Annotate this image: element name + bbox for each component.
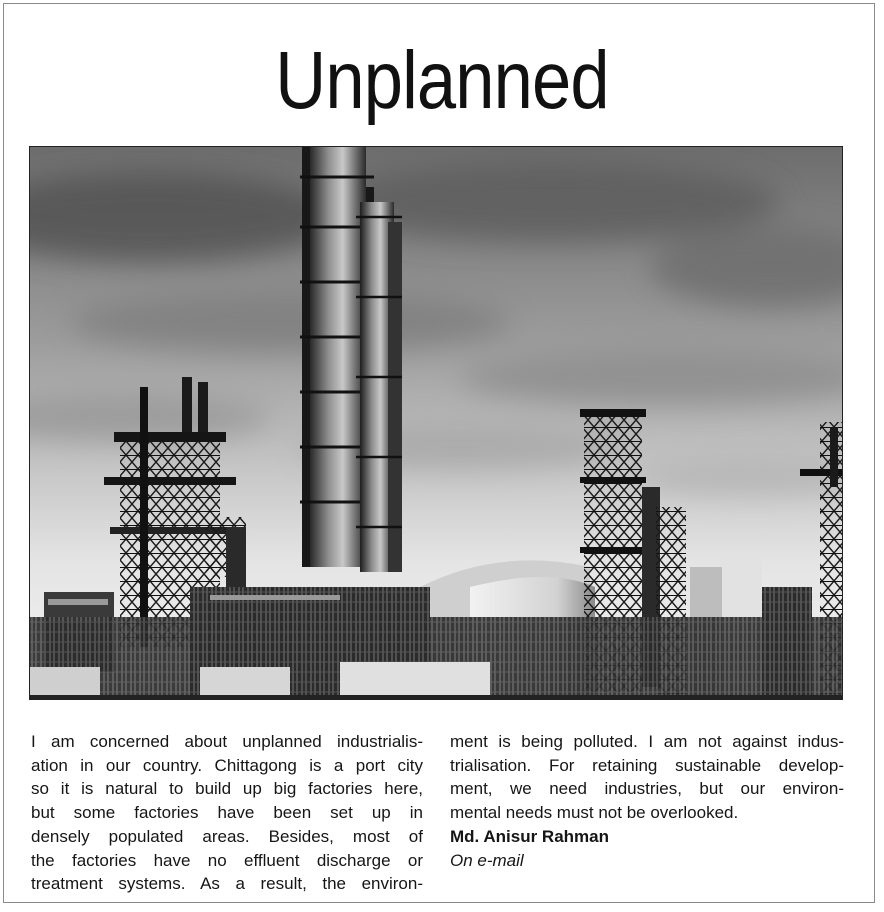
text-line: ment is being polluted. I am not against indus- [450,732,844,751]
text-line: but some factories have been set up in [31,803,423,823]
body-text-right [450,730,844,825]
author-source: On e-mail [450,850,524,870]
text-line: trialisation. For retaining sustainable develop- [450,755,844,775]
text-line: densely populated areas. Besides, most of [31,826,423,846]
text-line: so it is natural to build up big factories here, [31,779,423,799]
article-column-left [31,730,423,896]
body-text-left [31,730,423,896]
refinery-photo [29,146,843,700]
headline: Unplanned [275,35,609,126]
text-line: the factories have no effluent discharge or [31,850,423,870]
author-name: Md. Anisur Rahman [450,826,609,846]
article-column-right [450,730,844,872]
text-line: ment, we need industries, but our environ- [450,779,844,799]
text-line: mental needs must not be overlooked. [450,803,739,823]
text-line: ation in our country. Chittagong is a port city [31,755,423,775]
text-line: I am concerned about unplanned industrialis- [31,732,423,751]
text-line: treatment systems. As a result, the environ- [31,874,423,894]
